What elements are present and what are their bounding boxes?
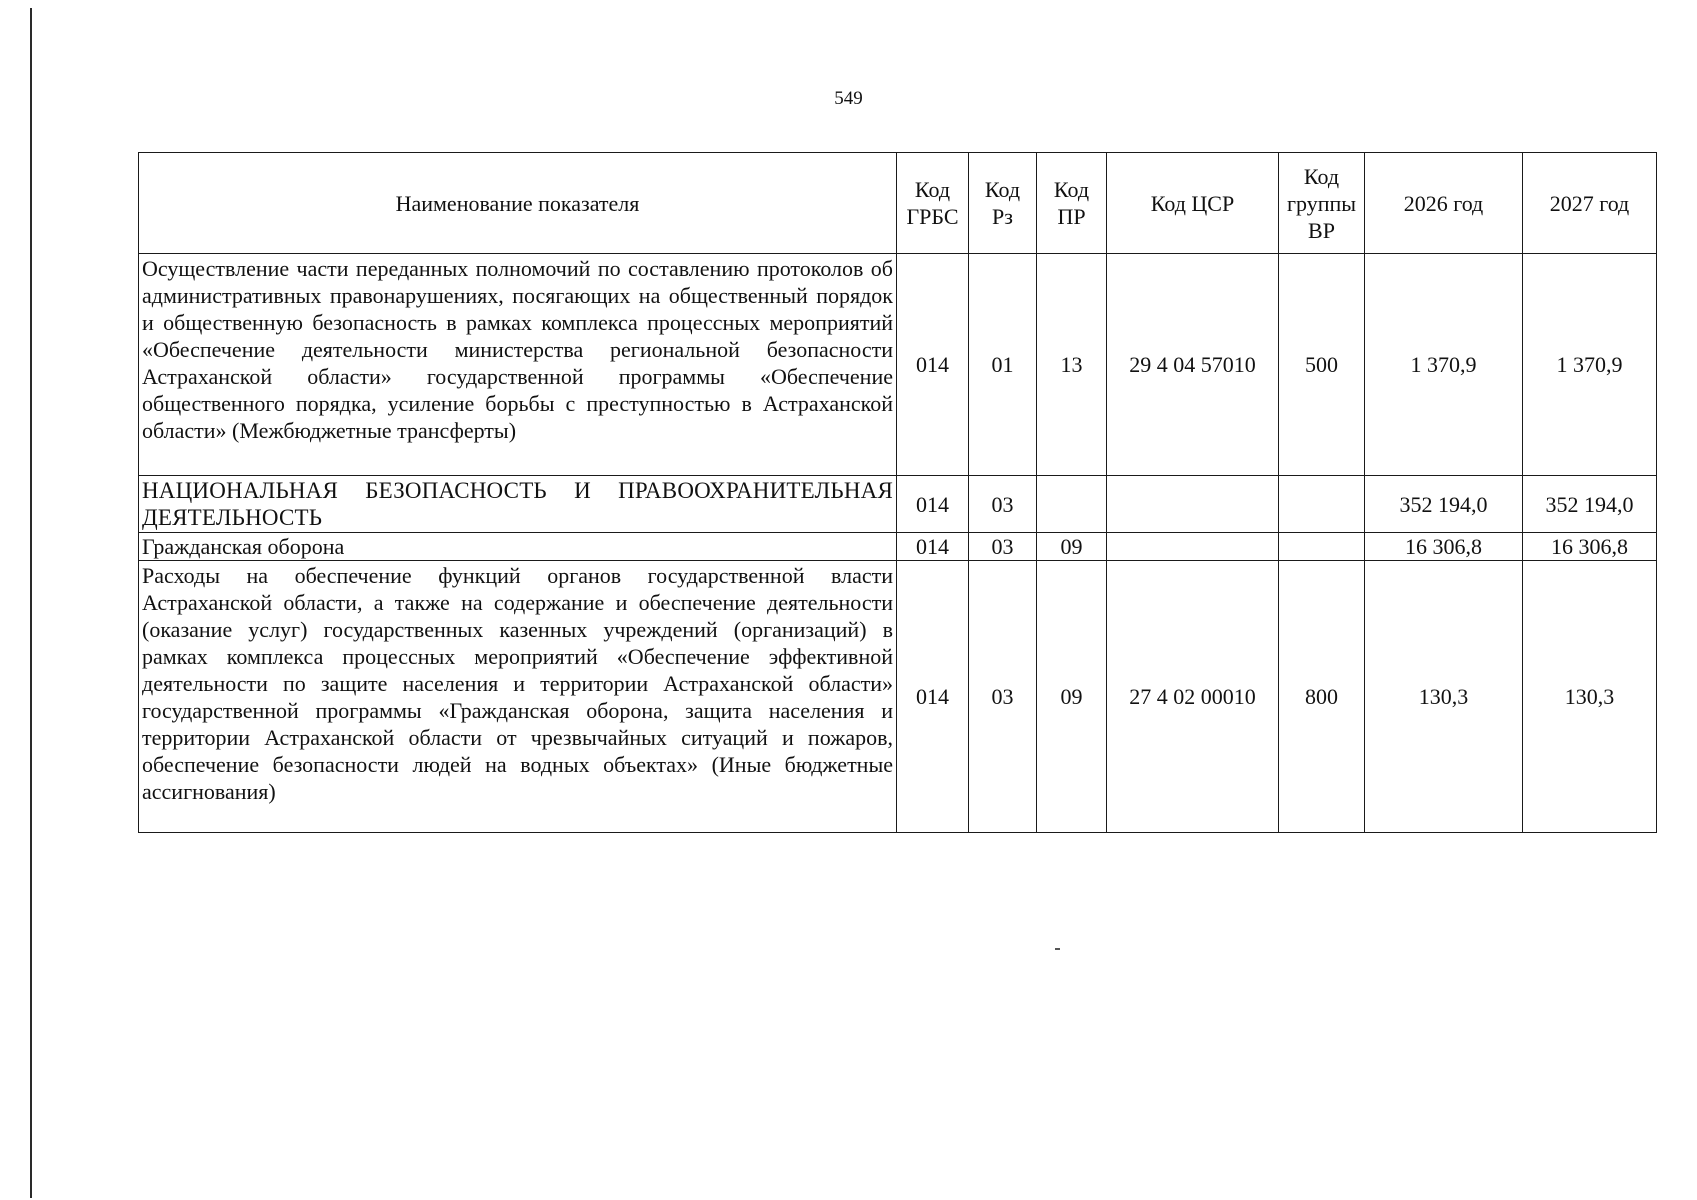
header-grbs: Код ГРБС [897,153,969,254]
row-rz: 03 [969,561,1037,833]
scan-artifact-mark [1055,948,1060,950]
row-name: Гражданская оборона [139,533,897,561]
row-name: НАЦИОНАЛЬНАЯ БЕЗОПАСНОСТЬ И ПРАВООХРАНИТЕЛЬНАЯ ДЕЯТЕЛЬНОСТЬ [139,476,897,533]
row-2027: 130,3 [1523,561,1657,833]
header-2027: 2027 год [1523,153,1657,254]
row-name: Расходы на обеспечение функций органов государственной власти Астраханской области, а также на содержание и обеспечение деятельности (оказание услуг) государственных казенных учреждений (организаций) в рамках комплекса процессных мероприятий «Обеспечение эффективной деятельности по защите населения и территории Астраханской области» государственной программы «Гражданская оборона, защита населения и территории Астраханской области от чрезвычайных ситуаций и пожаров, обеспечение безопасности людей на водных объектах» (Иные бюджетные ассигнования) [139,561,897,833]
row-vr [1279,476,1365,533]
header-name: Наименование показателя [139,153,897,254]
row-pr: 13 [1037,254,1107,476]
row-pr: 09 [1037,533,1107,561]
row-grbs: 014 [897,561,969,833]
row-2027: 1 370,9 [1523,254,1657,476]
row-2027: 16 306,8 [1523,533,1657,561]
row-2026: 16 306,8 [1365,533,1523,561]
row-vr [1279,533,1365,561]
page-number: 549 [834,88,863,109]
row-csr [1107,533,1279,561]
row-csr [1107,476,1279,533]
row-grbs: 014 [897,476,969,533]
table-header-row [139,153,1657,254]
header-vr: Код группы ВР [1279,153,1365,254]
row-csr: 27 4 02 00010 [1107,561,1279,833]
row-2027: 352 194,0 [1523,476,1657,533]
row-csr: 29 4 04 57010 [1107,254,1279,476]
row-pr: 09 [1037,561,1107,833]
header-pr: Код ПР [1037,153,1107,254]
row-grbs: 014 [897,254,969,476]
header-csr: Код ЦСР [1107,153,1279,254]
row-vr: 800 [1279,561,1365,833]
table-row [139,254,1657,476]
row-rz: 03 [969,476,1037,533]
row-vr: 500 [1279,254,1365,476]
binding-edge-line [30,8,32,1198]
row-2026: 1 370,9 [1365,254,1523,476]
row-2026: 352 194,0 [1365,476,1523,533]
table-row [139,561,1657,833]
header-2026: 2026 год [1365,153,1523,254]
header-rz: Код Рз [969,153,1037,254]
budget-table [138,152,1657,833]
row-name: Осуществление части переданных полномочий по составлению протоколов об административных правонарушениях, посягающих на общественный порядок и общественную безопасность в рамках комплекса процессных мероприятий «Обеспечение деятельности министерства региональной безопасности Астраханской области» государственной программы «Обеспечение общественного порядка, усиление борьбы с преступностью в Астраханской области» (Межбюджетные трансферты) [139,254,897,476]
row-grbs: 014 [897,533,969,561]
table-row [139,476,1657,533]
row-rz: 01 [969,254,1037,476]
table-row [139,533,1657,561]
row-2026: 130,3 [1365,561,1523,833]
row-pr [1037,476,1107,533]
row-rz: 03 [969,533,1037,561]
